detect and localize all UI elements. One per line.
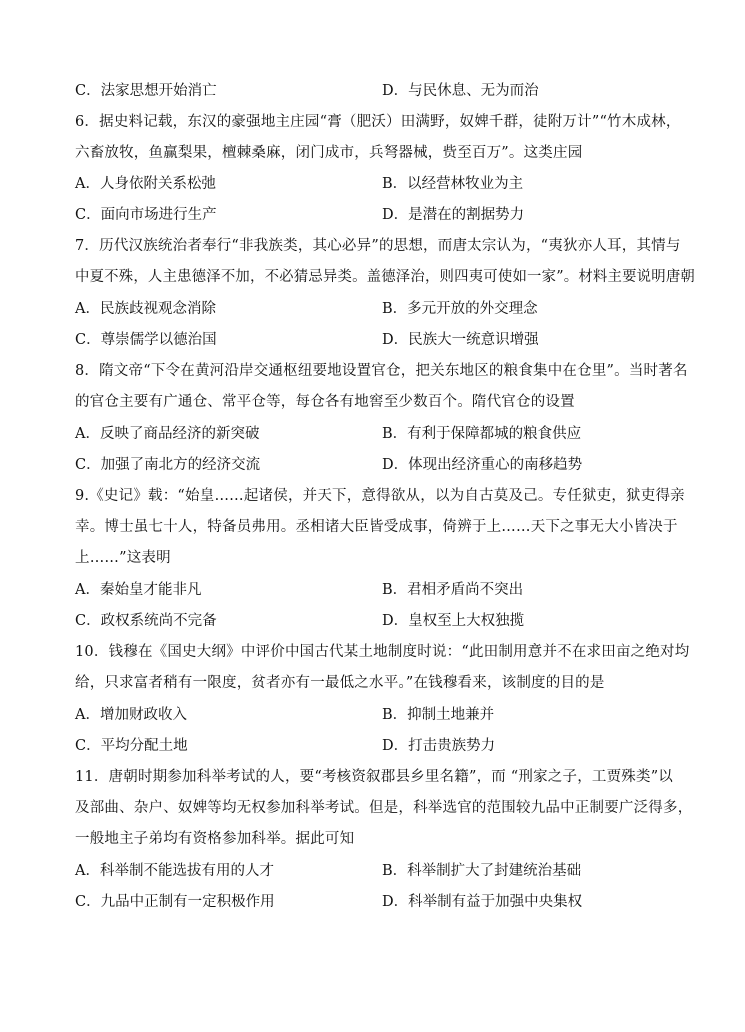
q6-option-b[interactable]: B．以经营林牧业为主 — [382, 176, 524, 192]
q9-options-ab — [75, 580, 695, 600]
q11-options-cd — [75, 892, 695, 912]
q8-option-a[interactable]: A．反映了商品经济的新突破 — [75, 426, 260, 442]
q11-option-c[interactable]: C．九品中正制有一定积极作用 — [75, 894, 275, 910]
q11-option-d[interactable]: D．科举制有益于加强中央集权 — [382, 894, 583, 910]
q6-option-d[interactable]: D．是潜在的割据势力 — [382, 207, 525, 223]
q10-stem-line-1: 10．钱穆在《国史大纲》中评价中国古代某土地制度时说：“此田制用意并不在求田亩之绝对均 — [75, 644, 690, 660]
q5-option-d[interactable]: D．与民休息、无为而治 — [382, 83, 539, 99]
q6-option-a[interactable]: A．人身依附关系松弛 — [75, 176, 216, 192]
q10-option-a[interactable]: A．增加财政收入 — [75, 707, 187, 723]
q7-option-c[interactable]: C．尊崇儒学以德治国 — [75, 332, 217, 348]
q6-option-c[interactable]: C．面向市场进行生产 — [75, 207, 217, 223]
q8-option-b[interactable]: B．有利于保障都城的粮食供应 — [382, 426, 582, 442]
q5-option-c[interactable]: C．法家思想开始消亡 — [75, 83, 217, 99]
q5-options-cd — [75, 81, 695, 101]
q8-options-ab — [75, 424, 695, 444]
q7-options-ab — [75, 299, 695, 319]
q6-options-ab — [75, 174, 695, 194]
q11-options-ab — [75, 861, 695, 881]
q11-stem-line-1: 11．唐朝时期参加科举考试的人，要“考核资叙郡县乡里名籍”，而 “刑家之子，工贾殊类”以 — [75, 769, 674, 785]
q10-stem-line-2: 给，只求富者稍有一限度，贫者亦有一最低之水平。”在钱穆看来，该制度的目的是 — [75, 675, 605, 691]
q7-option-a[interactable]: A．民族歧视观念消除 — [75, 301, 216, 317]
q6-options-cd — [75, 205, 695, 225]
q8-options-cd — [75, 455, 695, 475]
q7-stem-line-1: 7．历代汉族统治者奉行“非我族类，其心必异”的思想，而唐太宗认为，“夷狄亦人耳，其情与 — [75, 238, 681, 254]
q7-options-cd — [75, 330, 695, 350]
q8-option-c[interactable]: C．加强了南北方的经济交流 — [75, 457, 261, 473]
q6-stem-line-2: 六畜放牧，鱼赢梨果，檀棘桑麻，闭门成市，兵弩器械，赀至百万”。这类庄园 — [75, 145, 583, 161]
q9-option-b[interactable]: B．君相矛盾尚不突出 — [382, 582, 524, 598]
q11-option-b[interactable]: B．科举制扩大了封建统治基础 — [382, 863, 582, 879]
q9-option-d[interactable]: D．皇权至上大权独揽 — [382, 613, 525, 629]
q10-option-c[interactable]: C．平均分配土地 — [75, 738, 188, 754]
q9-stem-line-2: 幸。博士虽七十人，特备员弗用。丞相诸大臣皆受成事，倚辨于上……天下之事无大小皆决于 — [75, 519, 678, 535]
q10-option-b[interactable]: B．抑制土地兼并 — [382, 707, 495, 723]
q10-option-d[interactable]: D．打击贵族势力 — [382, 738, 496, 754]
q9-options-cd — [75, 611, 695, 631]
q6-stem-line-1: 6．据史料记载，东汉的豪强地主庄园“膏（肥沃）田满野，奴婢千群，徒附万计”“竹木成林， — [75, 114, 681, 130]
q11-stem-line-3: 一般地主子弟均有资格参加科举。据此可知 — [75, 831, 355, 847]
q7-option-d[interactable]: D．民族大一统意识增强 — [382, 332, 539, 348]
q9-stem-line-1: 9.《史记》载：“始皇……起诸侯，并天下，意得欲从，以为自古莫及己。专任狱吏，狱吏得亲 — [75, 488, 685, 504]
q10-options-cd — [75, 736, 695, 756]
q8-stem-line-2: 的官仓主要有广通仓、常平仓等，每仓各有地窖至少数百个。隋代官仓的设置 — [75, 394, 575, 410]
q10-options-ab — [75, 705, 695, 725]
q9-option-a[interactable]: A．秦始皇才能非凡 — [75, 582, 202, 598]
q9-stem-line-3: 上……”这表明 — [75, 550, 171, 566]
q7-stem-line-2: 中夏不殊，人主患德泽不加，不必猜忌异类。盖德泽治，则四夷可使如一家”。材料主要说明唐朝 — [75, 269, 696, 285]
q11-option-a[interactable]: A．科举制不能选拔有用的人才 — [75, 863, 274, 879]
q9-option-c[interactable]: C．政权系统尚不完备 — [75, 613, 217, 629]
q8-option-d[interactable]: D．体现出经济重心的南移趋势 — [382, 457, 583, 473]
q8-stem-line-1: 8．隋文帝“下令在黄河沿岸交通枢纽要地设置官仓，把关东地区的粮食集中在仓里”。当时著名 — [75, 363, 688, 379]
q11-stem-line-2: 及部曲、杂户、奴婢等均无权参加科举考试。但是，科举选官的范围较九品中正制要广泛得多， — [75, 800, 693, 816]
q7-option-b[interactable]: B．多元开放的外交理念 — [382, 301, 538, 317]
